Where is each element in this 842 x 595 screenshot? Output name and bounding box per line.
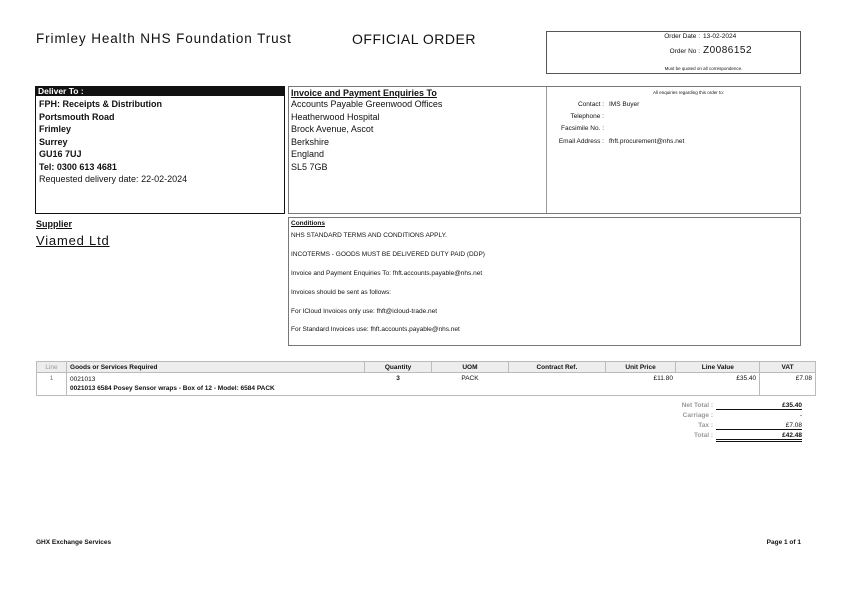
- order-date-value: 13-02-2024: [703, 33, 737, 40]
- footer-provider: GHX Exchange Services: [36, 539, 112, 546]
- conditions-heading: Conditions: [291, 220, 325, 227]
- col-header-quantity: Quantity: [365, 362, 432, 373]
- carriage-value: -: [799, 412, 802, 419]
- condition-line: For ICloud Invoices only use: fhft@icloud-trade.net: [291, 308, 438, 315]
- conditions-box: [288, 217, 801, 346]
- deliver-to-box: [35, 86, 285, 214]
- contact-label: Contact :: [577, 101, 604, 108]
- col-header-uom: UOM: [431, 362, 508, 373]
- order-enquiries-note: All enquiries regarding this order to:: [652, 90, 725, 95]
- order-date-label: Order Date :: [664, 33, 700, 40]
- invoice-enquiries-box: [288, 86, 801, 214]
- col-header-unit-price: Unit Price: [605, 362, 676, 373]
- document-title: OFFICIAL ORDER: [352, 31, 476, 47]
- deliver-to-heading: Deliver To :: [36, 87, 284, 96]
- condition-line: Invoices should be sent as follows:: [291, 289, 392, 296]
- table-row: [37, 373, 816, 396]
- grand-total-value: £42.48: [716, 432, 802, 442]
- supplier-name: Viamed Ltd: [36, 233, 110, 248]
- order-lines-table: [36, 361, 816, 396]
- totals-block: [600, 402, 805, 442]
- deliver-line: Tel: 0300 613 4681: [39, 161, 117, 172]
- requested-delivery-date: Requested delivery date: 22-02-2024: [39, 174, 188, 184]
- deliver-line: Portsmouth Road: [39, 111, 115, 122]
- deliver-line: Frimley: [39, 124, 72, 134]
- invoice-address-line: Brock Avenue, Ascot: [291, 124, 374, 134]
- col-header-goods: Goods or Services Required: [67, 362, 365, 373]
- cell-vat: £7.08: [760, 373, 816, 396]
- email-label: Email Address :: [558, 138, 604, 145]
- email-value: fhft.procurement@nhs.net: [609, 138, 685, 145]
- cell-quantity: 3: [365, 373, 432, 396]
- grand-total-label: Total :: [693, 432, 713, 439]
- col-header-contract: Contract Ref.: [509, 362, 606, 373]
- cell-goods: [67, 373, 365, 396]
- condition-line: For Standard Invoices use: fhft.accounts.payable@nhs.net: [291, 326, 460, 333]
- carriage-label: Carriage :: [682, 412, 713, 419]
- cell-uom: PACK: [431, 373, 508, 396]
- deliver-line: Surrey: [39, 136, 68, 147]
- net-total-label: Net Total :: [681, 402, 713, 409]
- cell-unit-price: £11.80: [605, 373, 676, 396]
- deliver-line: FPH: Receipts & Distribution: [39, 99, 163, 109]
- order-no-value: Z0086152: [703, 45, 753, 56]
- net-total-value: £35.40: [716, 402, 802, 410]
- order-quote-note: Must be quoted on all correspondence.: [664, 66, 743, 71]
- table-header-row: [37, 362, 816, 373]
- order-no-label: Order No :: [669, 48, 700, 55]
- buyer-name: Frimley Health NHS Foundation Trust: [36, 31, 292, 46]
- invoice-address-line: Accounts Payable Greenwood Offices: [291, 99, 443, 109]
- fax-label: Facsimile No. :: [561, 125, 604, 132]
- item-code: 0021013: [70, 376, 96, 383]
- telephone-label: Telephone :: [570, 113, 604, 120]
- cell-line: 1: [37, 373, 67, 396]
- cell-contract: [509, 373, 606, 396]
- condition-line: Invoice and Payment Enquiries To: fhft.accounts.payable@nhs.net: [291, 270, 483, 277]
- col-header-vat: VAT: [760, 362, 816, 373]
- invoice-address-line: Berkshire: [291, 136, 330, 147]
- contact-value: IMS Buyer: [609, 101, 640, 108]
- invoice-address-line: SL5 7GB: [291, 161, 328, 172]
- tax-value: £7.08: [716, 422, 802, 430]
- item-description: 0021013 6584 Posey Sensor wraps - Box of 12 - Model: 6584 PACK: [70, 385, 275, 392]
- col-header-line-value: Line Value: [676, 362, 760, 373]
- col-header-line: Line: [37, 362, 67, 373]
- condition-line: NHS STANDARD TERMS AND CONDITIONS APPLY.: [291, 232, 447, 239]
- cell-line-value: £35.40: [676, 373, 760, 396]
- invoice-enquiries-heading: Invoice and Payment Enquiries To: [291, 88, 437, 98]
- deliver-line: GU16 7UJ: [39, 149, 82, 159]
- supplier-heading: Supplier: [36, 219, 73, 229]
- footer-page-number: Page 1 of 1: [766, 539, 801, 546]
- invoice-address-line: Heatherwood Hospital: [291, 111, 380, 122]
- order-info-box: [546, 31, 801, 74]
- invoice-address-line: England: [291, 149, 325, 159]
- tax-label: Tax :: [698, 422, 713, 429]
- condition-line: INCOTERMS - GOODS MUST BE DELIVERED DUTY PAID (DDP): [291, 251, 485, 258]
